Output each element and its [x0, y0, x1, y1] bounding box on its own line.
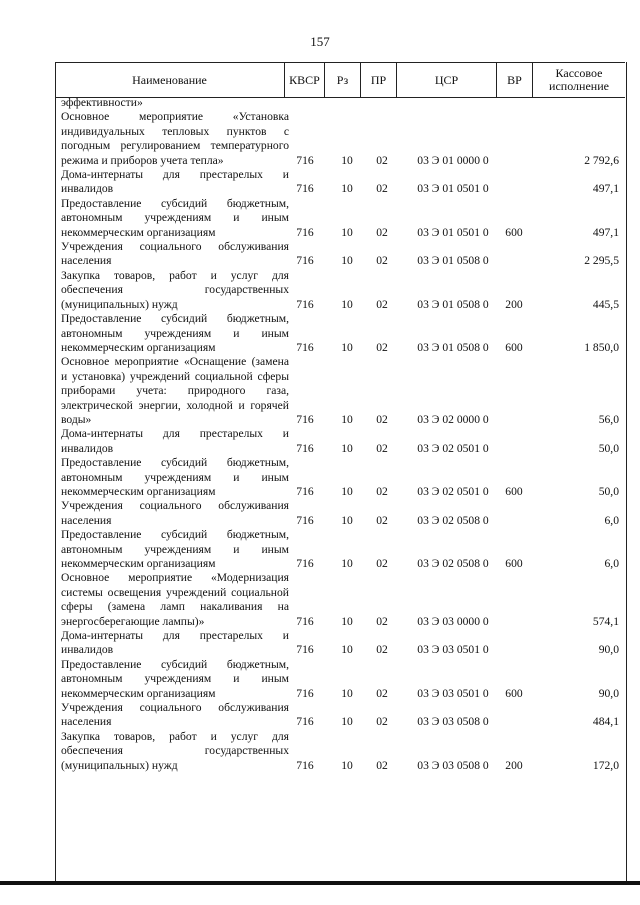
row-csr: 03 Э 02 0508 0 — [417, 557, 489, 570]
row-kvsr: 716 — [296, 297, 314, 311]
row-pr: 02 — [376, 614, 388, 628]
table-row — [55, 312, 625, 355]
row-kvsr: 716 — [296, 643, 314, 657]
header-csr: ЦСР — [397, 63, 497, 97]
row-sum: 574,1 — [592, 614, 619, 628]
row-csr: 03 Э 03 0508 0 — [417, 758, 489, 772]
row-sum: 497,1 — [592, 182, 619, 196]
table-body — [55, 96, 625, 773]
row-rz: 10 — [341, 758, 353, 772]
row-pr: 02 — [376, 686, 388, 700]
row-kvsr: 716 — [296, 340, 314, 354]
row-sum: 2 792,6 — [584, 153, 619, 167]
row-name: Закупка товаров, работ и услуг для обеспечения государственных (муниципальных) нужд — [61, 729, 289, 772]
row-rz: 10 — [341, 153, 353, 167]
row-csr: 03 Э 01 0508 0 — [417, 254, 489, 268]
row-csr: 03 Э 02 0501 0 — [417, 484, 489, 498]
row-sum: 90,0 — [598, 686, 619, 700]
header-pr: ПР — [361, 63, 397, 97]
table-row — [55, 701, 625, 730]
row-kvsr: 716 — [296, 153, 314, 167]
row-name: Дома-интернаты для престарелых и инвалидов — [61, 629, 289, 657]
row-name: Предоставление субсидий бюджетным, автономным учреждениям и иным некоммерческим организациям — [61, 456, 289, 498]
row-sum: 6,0 — [604, 513, 619, 527]
row-vr: 200 — [505, 297, 523, 311]
row-vr: 600 — [505, 686, 523, 700]
row-pr: 02 — [376, 643, 388, 657]
row-pr: 02 — [376, 340, 388, 354]
row-csr: 03 Э 01 0501 0 — [417, 182, 489, 196]
row-csr: 03 Э 02 0501 0 — [417, 441, 489, 455]
row-pr: 02 — [376, 297, 388, 311]
row-kvsr: 716 — [296, 686, 314, 700]
row-rz: 10 — [341, 513, 353, 527]
row-csr: 03 Э 03 0000 0 — [417, 614, 489, 628]
row-name: эффективности» — [61, 96, 143, 109]
row-kvsr: 716 — [296, 614, 314, 628]
row-csr: 03 Э 02 0508 0 — [417, 513, 489, 527]
row-rz: 10 — [341, 686, 353, 700]
header-sum: Кассовое исполнение — [549, 66, 609, 93]
row-name: Дома-интернаты для престарелых и инвалидов — [61, 427, 289, 455]
row-pr: 02 — [376, 254, 388, 268]
row-sum: 50,0 — [598, 441, 619, 455]
table-row — [55, 499, 625, 528]
row-kvsr: 716 — [296, 412, 314, 426]
row-pr: 02 — [376, 513, 388, 527]
row-name: Закупка товаров, работ и услуг для обеспечения государственных (муниципальных) нужд — [61, 268, 289, 311]
row-rz: 10 — [341, 340, 353, 354]
row-rz: 10 — [341, 715, 353, 729]
row-name: Учреждения социального обслуживания населения — [61, 499, 289, 527]
row-pr: 02 — [376, 557, 388, 570]
row-kvsr: 716 — [296, 441, 314, 455]
row-kvsr: 716 — [296, 513, 314, 527]
row-csr: 03 Э 01 0508 0 — [417, 297, 489, 311]
row-kvsr: 716 — [296, 225, 314, 239]
row-name: Учреждения социального обслуживания населения — [61, 240, 289, 268]
row-name: Основное мероприятие «Модернизация системы освещения учреждений социальной сферы (замена ламп накаливания на энергосберегающие лампы)» — [61, 571, 289, 628]
row-csr: 03 Э 03 0501 0 — [417, 686, 489, 700]
row-pr: 02 — [376, 715, 388, 729]
row-rz: 10 — [341, 182, 353, 196]
row-kvsr: 716 — [296, 182, 314, 196]
row-name: Предоставление субсидий бюджетным, автономным учреждениям и иным некоммерческим организациям — [61, 196, 289, 239]
row-name: Предоставление субсидий бюджетным, автономным учреждениям и иным некоммерческим организациям — [61, 657, 289, 700]
table-row — [55, 730, 625, 773]
table-row — [55, 528, 625, 571]
row-kvsr: 716 — [296, 254, 314, 268]
row-rz: 10 — [341, 441, 353, 455]
row-vr: 600 — [505, 557, 523, 570]
row-rz: 10 — [341, 614, 353, 628]
row-name: Предоставление субсидий бюджетным, автономным учреждениям и иным некоммерческим организациям — [61, 528, 289, 570]
row-sum: 90,0 — [598, 643, 619, 657]
row-name: Основное мероприятие «Оснащение (замена и установка) учреждений социальной сферы приборами учета: природного газа, электрической энергии, холодной и горячей воды» — [61, 355, 289, 426]
row-vr: 200 — [505, 758, 523, 772]
row-sum: 50,0 — [598, 484, 619, 498]
row-kvsr: 716 — [296, 557, 314, 570]
row-name: Дома-интернаты для престарелых и инвалидов — [61, 168, 289, 196]
row-csr: 03 Э 01 0501 0 — [417, 225, 489, 239]
row-kvsr: 716 — [296, 715, 314, 729]
row-pr: 02 — [376, 153, 388, 167]
table-row — [55, 197, 625, 240]
row-rz: 10 — [341, 557, 353, 570]
row-vr: 600 — [505, 225, 523, 239]
row-pr: 02 — [376, 441, 388, 455]
row-kvsr: 716 — [296, 758, 314, 772]
row-sum: 484,1 — [592, 715, 619, 729]
row-sum: 2 295,5 — [584, 254, 619, 268]
row-csr: 03 Э 01 0000 0 — [417, 153, 489, 167]
row-sum: 445,5 — [592, 297, 619, 311]
row-pr: 02 — [376, 225, 388, 239]
header-kvsr: КВСР — [285, 63, 325, 97]
table-row — [55, 240, 625, 269]
table-row — [55, 355, 625, 427]
header-name: Наименование — [55, 63, 285, 97]
table-row — [55, 658, 625, 701]
table-row — [55, 96, 625, 110]
row-csr: 03 Э 03 0508 0 — [417, 715, 489, 729]
row-csr: 03 Э 01 0508 0 — [417, 340, 489, 354]
table-row — [55, 269, 625, 312]
row-pr: 02 — [376, 182, 388, 196]
row-rz: 10 — [341, 643, 353, 657]
row-rz: 10 — [341, 254, 353, 268]
row-csr: 03 Э 03 0501 0 — [417, 643, 489, 657]
row-sum: 1 850,0 — [584, 340, 619, 354]
row-pr: 02 — [376, 758, 388, 772]
table-row — [55, 110, 625, 168]
row-name: Основное мероприятие «Установка индивидуальных тепловых пунктов с погодным регулированием температурного режима и приборов учета тепла» — [61, 110, 289, 167]
table-row — [55, 629, 625, 658]
row-sum: 497,1 — [592, 225, 619, 239]
row-kvsr: 716 — [296, 484, 314, 498]
table-row — [55, 168, 625, 197]
page-number: 157 — [310, 34, 330, 49]
row-vr: 600 — [505, 484, 523, 498]
table-row — [55, 571, 625, 629]
header-rz: Рз — [325, 63, 361, 97]
header-vr: ВР — [497, 63, 533, 97]
table-header — [55, 62, 625, 98]
row-rz: 10 — [341, 484, 353, 498]
row-vr: 600 — [505, 340, 523, 354]
row-sum: 6,0 — [604, 557, 619, 570]
row-rz: 10 — [341, 412, 353, 426]
row-sum: 172,0 — [592, 758, 619, 772]
row-rz: 10 — [341, 225, 353, 239]
row-sum: 56,0 — [598, 412, 619, 426]
row-name: Предоставление субсидий бюджетным, автономным учреждениям и иным некоммерческим организациям — [61, 312, 289, 354]
row-name: Учреждения социального обслуживания населения — [61, 701, 289, 729]
page-bottom-edge — [0, 881, 640, 885]
table-row — [55, 456, 625, 499]
row-rz: 10 — [341, 297, 353, 311]
row-csr: 03 Э 02 0000 0 — [417, 412, 489, 426]
row-pr: 02 — [376, 412, 388, 426]
row-pr: 02 — [376, 484, 388, 498]
table-row — [55, 427, 625, 456]
